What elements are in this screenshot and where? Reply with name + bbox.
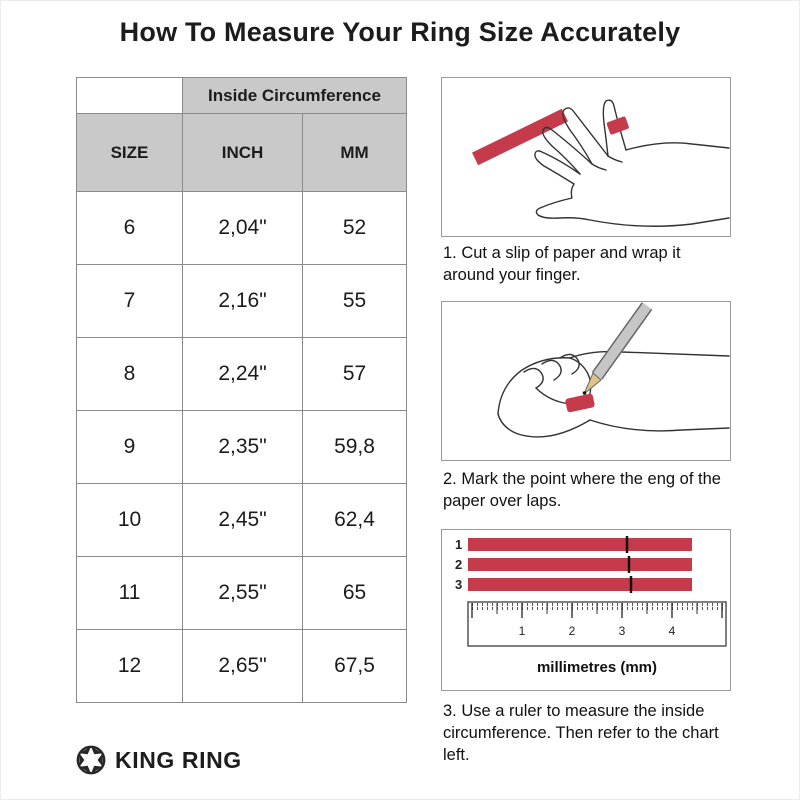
mm-cell: 55 (303, 265, 407, 338)
strip-number: 1 (455, 537, 463, 552)
mm-cell: 57 (303, 338, 407, 411)
hand-sketch (535, 100, 729, 226)
logo-text: KING RING (115, 746, 242, 773)
table-row (77, 411, 407, 484)
step3-text: 3. Use a ruler to measure the inside circumference. Then refer to the chart left. (443, 702, 719, 764)
ruler-number: 4 (668, 624, 676, 638)
table-row (77, 338, 407, 411)
finger-band (565, 393, 595, 413)
column-header-mm: MM (303, 114, 407, 192)
mm-cell: 59,8 (303, 411, 407, 484)
paper-strip (472, 109, 568, 165)
size-cell: 10 (77, 484, 183, 557)
table-group-header: Inside Circumference (183, 78, 407, 114)
ruler-number: 2 (568, 624, 576, 638)
page-title: How To Measure Your Ring Size Accurately (119, 17, 681, 47)
column-header-size: SIZE (77, 114, 183, 192)
table-row (77, 630, 407, 703)
step1-illustration-box (441, 77, 731, 237)
mm-cell: 65 (303, 557, 407, 630)
ruler-measure-illustration (442, 530, 730, 690)
inch-cell: 2,35" (183, 411, 303, 484)
table-row (77, 192, 407, 265)
inch-cell: 2,16" (183, 265, 303, 338)
inch-cell: 2,45" (183, 484, 303, 557)
table-row (77, 265, 407, 338)
finger-band (606, 116, 629, 135)
strip-number: 2 (455, 557, 463, 572)
size-cell: 12 (77, 630, 183, 703)
step2-illustration-box (441, 301, 731, 461)
hand-marking-illustration (442, 302, 730, 460)
inch-cell: 2,24" (183, 338, 303, 411)
table-row (77, 557, 407, 630)
ruler-number: 1 (518, 624, 526, 638)
column-header-inch: INCH (183, 114, 303, 192)
ring-size-table (76, 77, 407, 703)
table-columns-row (77, 114, 407, 192)
mm-cell: 62,4 (303, 484, 407, 557)
table-group-row (77, 78, 407, 114)
paper-strips (455, 536, 692, 593)
mm-cell: 52 (303, 192, 407, 265)
table-row (77, 484, 407, 557)
step2-text: 2. Mark the point where the eng of the paper over laps. (443, 470, 721, 510)
inch-cell: 2,04" (183, 192, 303, 265)
size-cell: 11 (77, 557, 183, 630)
step3-illustration-box (441, 529, 731, 691)
table-corner-cell (77, 78, 183, 114)
size-cell: 6 (77, 192, 183, 265)
aperture-icon (76, 745, 106, 775)
mm-cell: 67,5 (303, 630, 407, 703)
king-ring-logo (76, 745, 242, 775)
strip-number: 3 (455, 577, 463, 592)
hand-sketch (498, 352, 729, 437)
ruler-number: 3 (618, 624, 626, 638)
ruler-label: millimetres (mm) (536, 659, 658, 676)
size-cell: 9 (77, 411, 183, 484)
inch-cell: 2,65" (183, 630, 303, 703)
size-cell: 7 (77, 265, 183, 338)
pencil (583, 306, 647, 395)
inch-cell: 2,55" (183, 557, 303, 630)
size-cell: 8 (77, 338, 183, 411)
ruler (468, 602, 726, 646)
hand-with-paper-illustration (442, 78, 730, 236)
step1-text: 1. Cut a slip of paper and wrap it around your finger. (443, 244, 681, 284)
